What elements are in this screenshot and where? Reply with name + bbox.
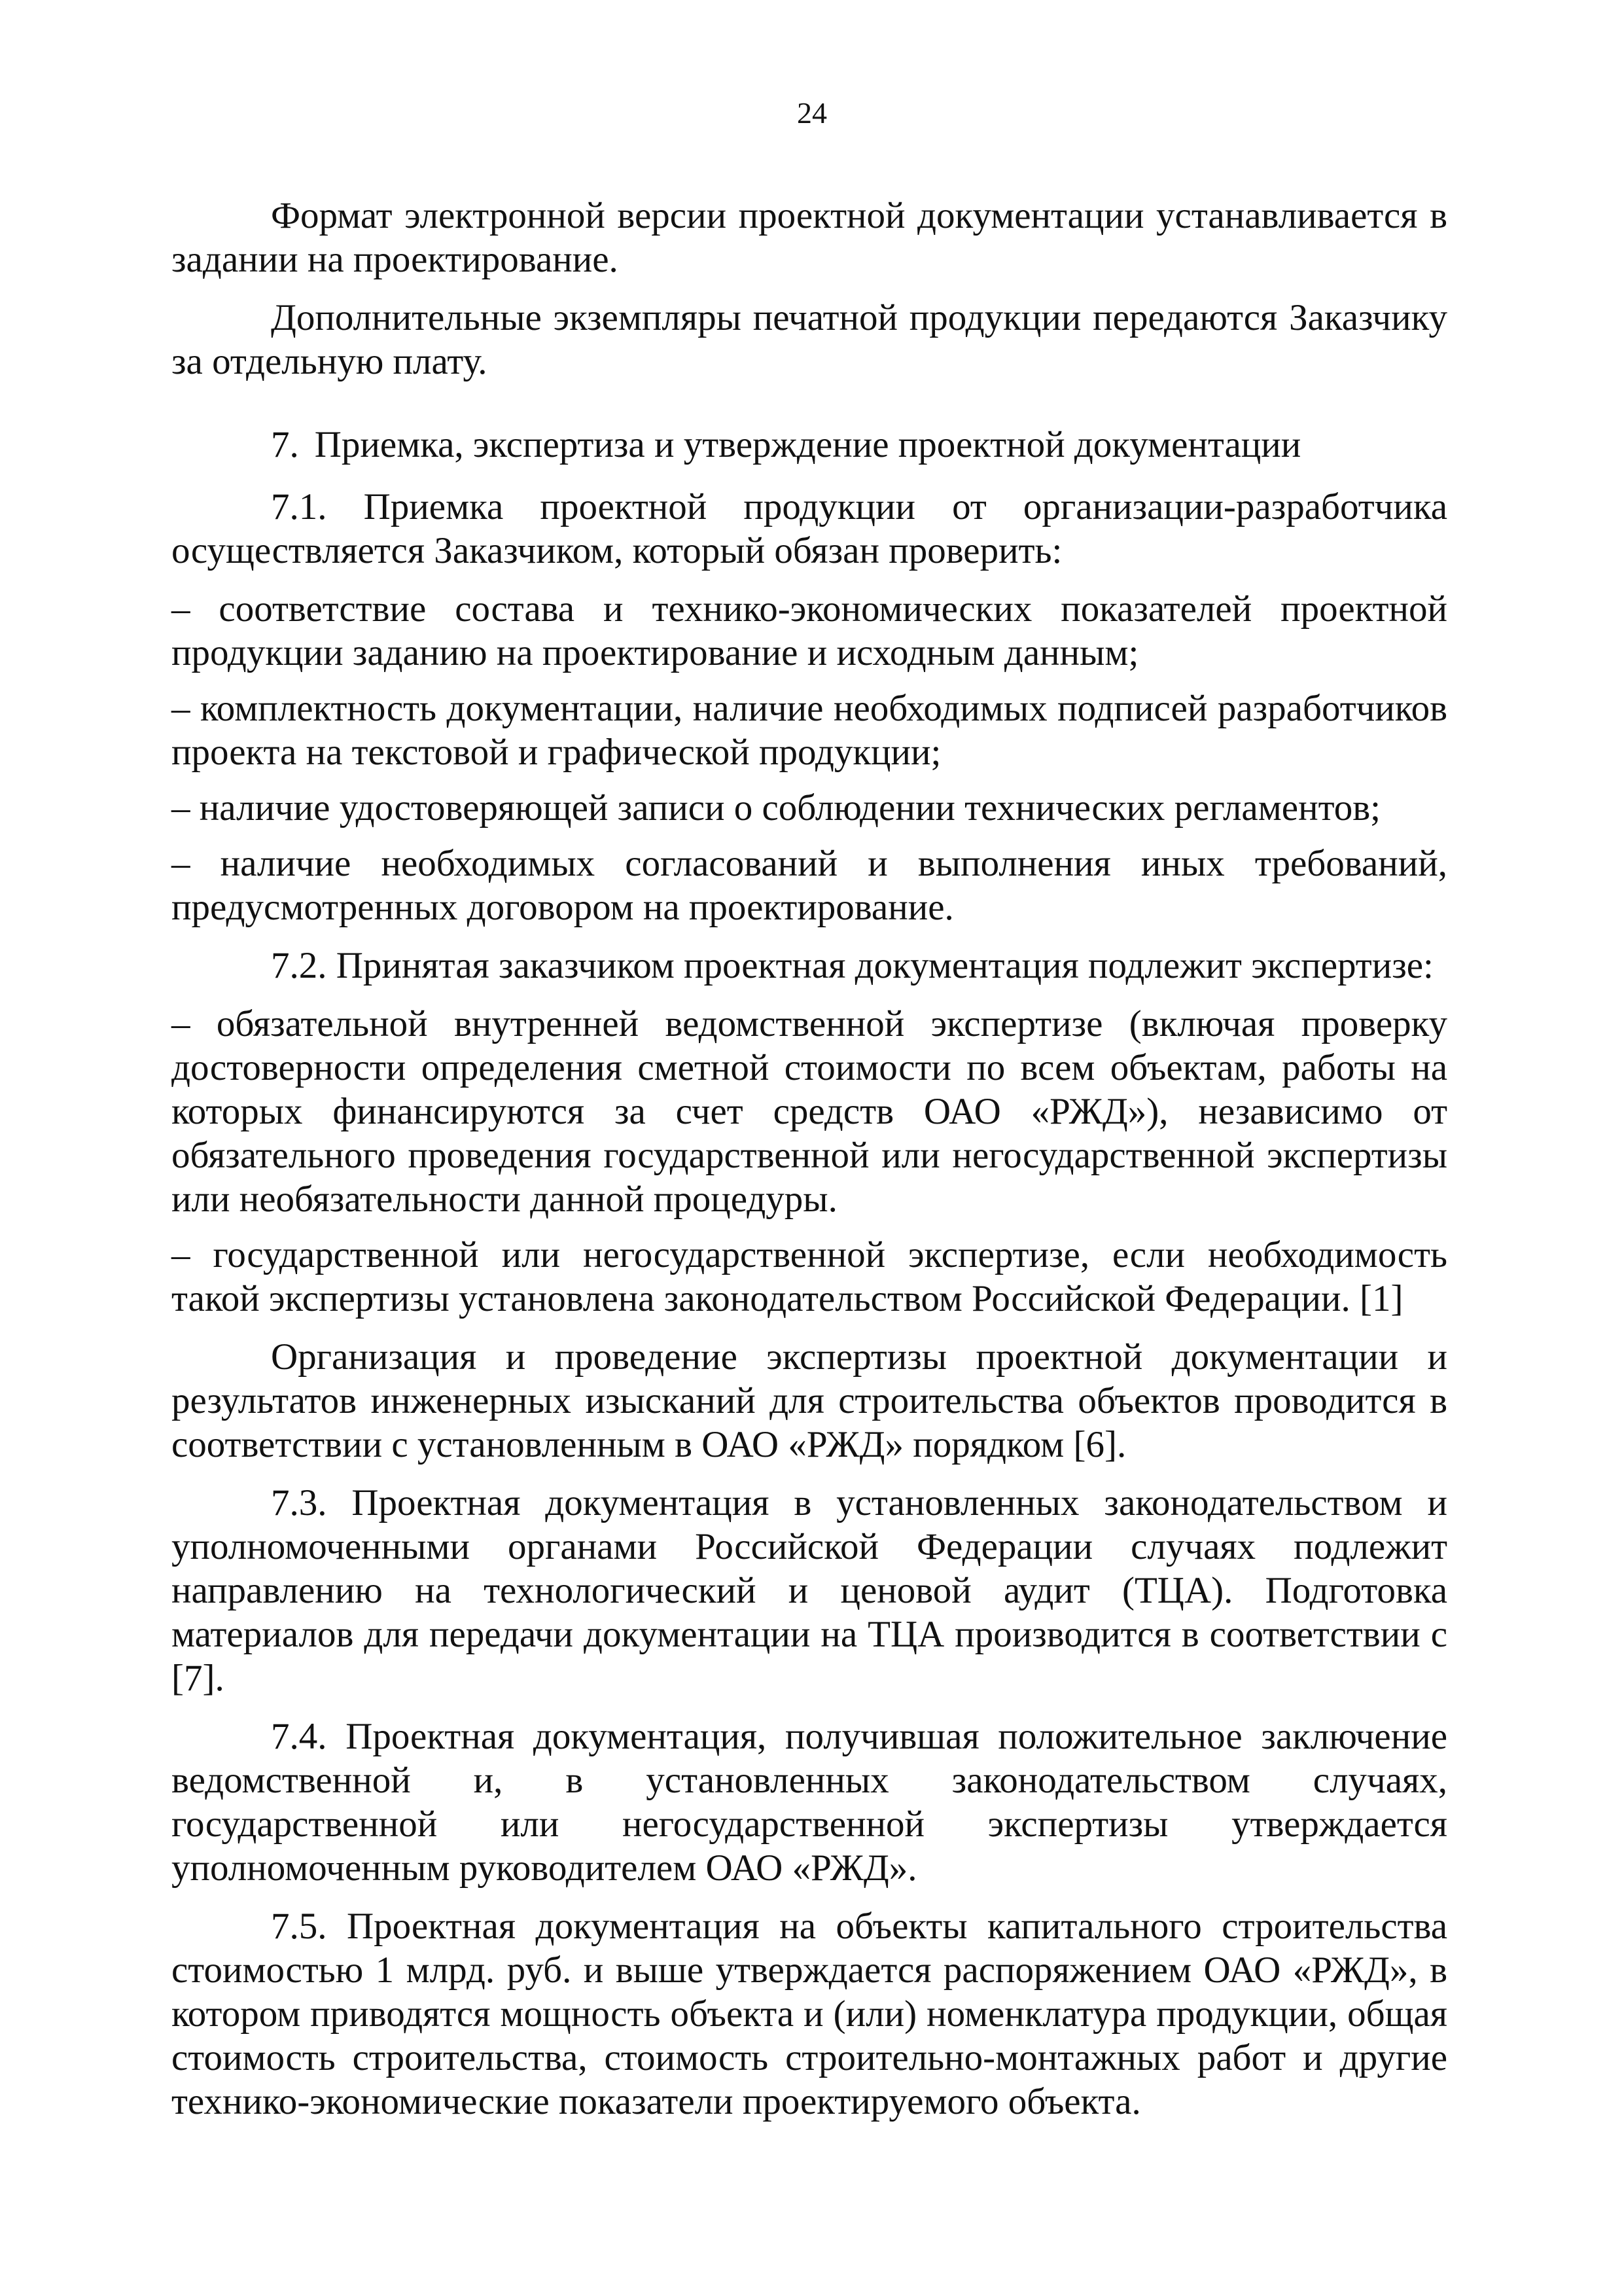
page-number: 24 (797, 96, 827, 130)
paragraph-7-2: 7.2. Принятая заказчиком проектная документация подлежит экспертизе: (271, 945, 1434, 986)
list-item-7-1-b: – комплектность документации, наличие необходимых подписей разработчиков проекта на текстовой и графической продукции; (171, 688, 1447, 773)
paragraph-7-2-organization: Организация и проведение экспертизы проектной документации и результатов инженерных изысканий для строительства объектов проводится в соответствии с установленным в ОАО «РЖД» порядком [6]. (171, 1336, 1447, 1465)
list-item-7-1-d: – наличие необходимых согласований и выполнения иных требований, предусмотренных договором на проектирование. (171, 843, 1447, 928)
page-content (171, 194, 1447, 2138)
section-heading (171, 423, 1447, 467)
paragraph-7-4: 7.4. Проектная документация, получившая положительное заключение ведомственной и, в установленных законодательством случаях, государственной или негосударственной экспертизы утверждается уполномоченным руководителем ОАО «РЖД». (171, 1716, 1447, 1889)
section-title: Приемка, экспертиза и утверждение проектной документации (314, 424, 1301, 465)
paragraph-format: Формат электронной версии проектной документации устанавливается в задании на проектирование. (171, 195, 1447, 280)
paragraph-7-5: 7.5. Проектная документация на объекты капитального строительства стоимостью 1 млрд. руб. и выше утверждается распоряжением ОАО «РЖД», в котором приводятся мощность объекта и (или) номенклатура продукции, общая стоимость строительства, стоимость строительно-монтажных работ и другие технико-экономические показатели проектируемого объекта. (171, 1906, 1447, 2122)
list-item-7-1-c: – наличие удостоверяющей записи о соблюдении технических регламентов; (171, 787, 1381, 828)
section-number: 7. (271, 424, 299, 465)
list-item-7-2-a: – обязательной внутренней ведомственной экспертизе (включая проверку достоверности определения сметной стоимости по всем объектам, работы на которых финансируются за счет средств ОАО «РЖД»), независимо от обязательного проведения государственной или негосударственной экспертизы или необязательности данной процедуры. (171, 1003, 1447, 1220)
list-item-7-1-a: – соответствие состава и технико-экономических показателей проектной продукции заданию на проектирование и исходным данным; (171, 588, 1447, 673)
paragraph-7-3: 7.3. Проектная документация в установленных законодательством и уполномоченными органами Российской Федерации случаях подлежит направлению на технологический и ценовой аудит (ТЦА). Подготовка материалов для передачи документации на ТЦА производится в соответствии с [7]. (171, 1482, 1447, 1699)
paragraph-7-1: 7.1. Приемка проектной продукции от организации-разработчика осуществляется Заказчиком, который обязан проверить: (171, 486, 1447, 571)
list-item-7-2-b: – государственной или негосударственной экспертизе, если необходимость такой экспертизы установлена законодательством Российской Федерации. [1] (171, 1234, 1447, 1319)
paragraph-extra-copies: Дополнительные экземпляры печатной продукции передаются Заказчику за отдельную плату. (171, 297, 1447, 382)
